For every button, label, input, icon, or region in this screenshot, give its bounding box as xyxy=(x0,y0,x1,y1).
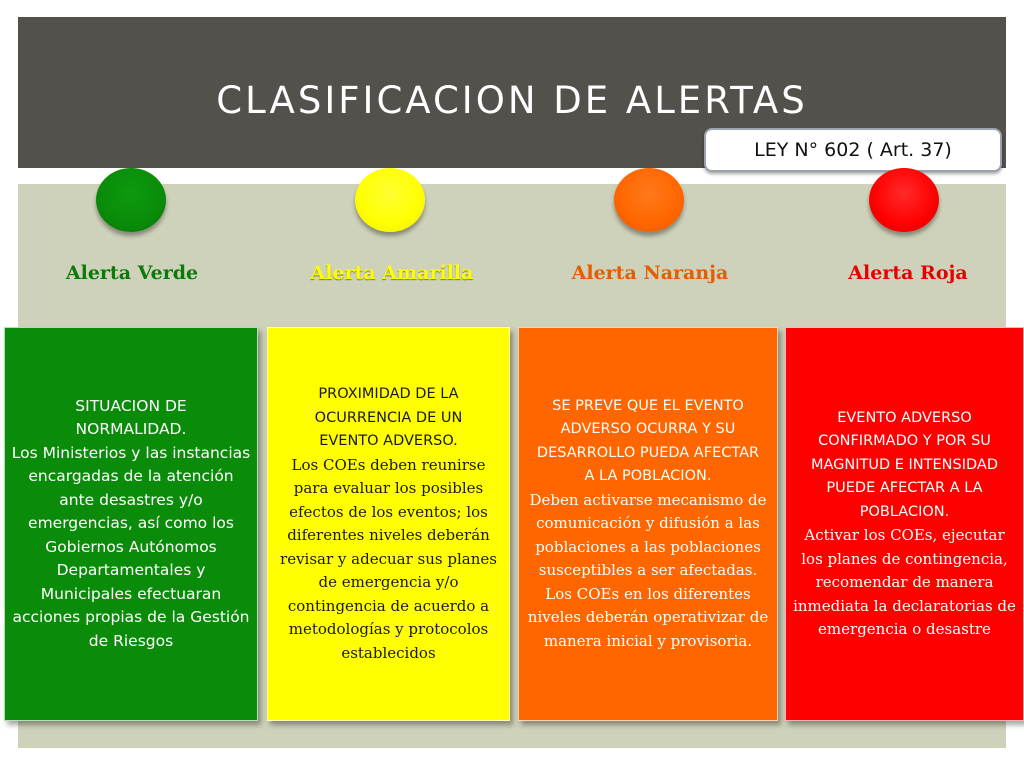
label-alerta-verde: Alerta Verde xyxy=(65,262,199,284)
card-alerta-verde xyxy=(4,327,258,721)
label-alerta-roja: Alerta Roja xyxy=(848,262,968,284)
card-body: Los Ministerios y las instancias encargadas de la atención ante desastres y/o emergencias, así como los Gobiernos Autónomos Departamentales y Municipales efectuaran acciones propias de la Gestión de Riesgos xyxy=(11,443,251,650)
card-body: Activar los COEs, ejecutar los planes de contingencia, recomendar de manera inmediata la declaratorias de emergencia o desastre xyxy=(793,526,1016,638)
page-title: CLASIFICACION DE ALERTAS xyxy=(216,79,808,122)
law-reference-box: LEY N° 602 ( Art. 37) xyxy=(704,128,1002,172)
card-heading: SITUACION DE NORMALIDAD. xyxy=(75,396,187,439)
card-alerta-naranja xyxy=(518,327,778,721)
card-alerta-amarilla xyxy=(267,327,510,721)
label-alerta-naranja: Alerta Naranja xyxy=(571,262,729,284)
orange-light-icon xyxy=(614,168,684,232)
card-body: Los COEs deben reunirse para evaluar los posibles efectos de los eventos; los diferentes niveles deberán revisar y adecuar sus planes de emergencia y/o contingencia de acuerdo a metodologías y protocolos establecidos xyxy=(280,455,497,662)
card-heading: EVENTO ADVERSO CONFIRMADO Y POR SU MAGNITUD E INTENSIDAD PUEDE AFECTAR A LA POBLACION. xyxy=(810,409,998,520)
card-heading: SE PREVE QUE EL EVENTO ADVERSO OCURRA Y SU DESARROLLO PUEDA AFECTAR A LA POBLACION. xyxy=(536,397,760,485)
card-body: Deben activarse mecanismo de comunicación y difusión a las poblaciones a las poblaciones susceptibles a ser afectadas. Los COEs en los diferentes niveles deberán operativizar de manera inicial y provisoria. xyxy=(527,490,769,650)
label-alerta-amarilla: Alerta Amarilla xyxy=(310,262,474,284)
card-alerta-roja xyxy=(785,327,1024,721)
card-heading: PROXIMIDAD DE LA OCURRENCIA DE UN EVENTO ADVERSO. xyxy=(314,386,463,449)
green-light-icon xyxy=(96,168,166,232)
red-light-icon xyxy=(869,168,939,232)
yellow-light-icon xyxy=(355,168,425,232)
